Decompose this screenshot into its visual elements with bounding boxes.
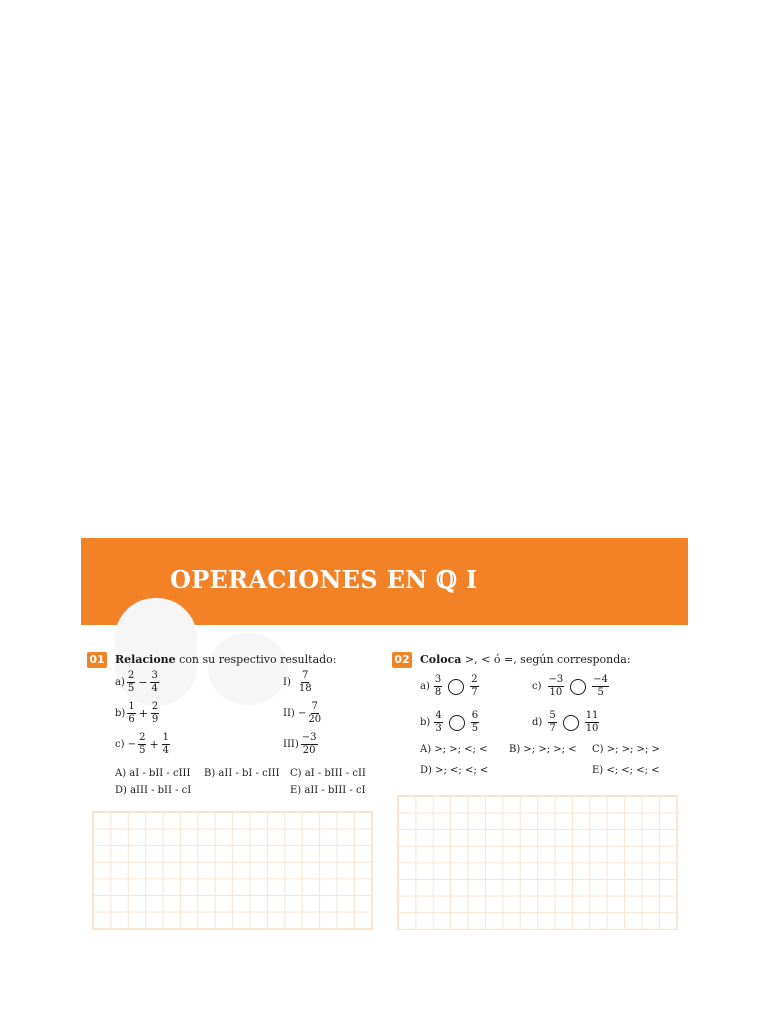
fraction: $\frac{2}{5}$ — [139, 732, 146, 756]
ex2-item-d — [532, 711, 601, 734]
statement-bold: Coloca — [420, 653, 462, 666]
work-grid-02 — [397, 795, 678, 930]
statement-bold: Relacione — [115, 653, 176, 666]
ex1-option-c[interactable]: C) aI - bIII - cII — [290, 768, 366, 779]
work-grid-01 — [92, 811, 373, 930]
fraction: $\frac{-4}{5}$ — [593, 674, 609, 698]
fraction: $\frac{3}{8}$ — [434, 674, 442, 698]
fraction: $\frac{2}{5}$ — [127, 670, 135, 694]
answer-circle[interactable] — [449, 715, 465, 731]
ex1-option-d[interactable]: D) aIII - bII - cI — [115, 785, 192, 796]
ex1-item-a — [115, 671, 161, 694]
fraction: $\frac{1}{4}$ — [162, 732, 170, 756]
ex2-option-d[interactable]: D) >; <; <; < — [420, 765, 489, 776]
exercise-01-statement — [115, 653, 337, 666]
answer-circle[interactable] — [570, 679, 586, 695]
ex1-option-a[interactable]: A) aI - bII - cIII — [115, 768, 191, 779]
ex2-option-b[interactable]: B) >; >; >; < — [509, 744, 577, 755]
fraction: $\frac{2}{7}$ — [471, 674, 478, 698]
fraction: $\frac{6}{5}$ — [471, 710, 479, 734]
fraction: $\frac{-3}{20}$ — [301, 732, 317, 756]
result-label: I) — [283, 677, 291, 688]
ex1-result-II — [283, 702, 323, 725]
ex2-option-e[interactable]: E) <; <; <; < — [592, 765, 660, 776]
item-label: a) — [420, 681, 430, 692]
ex2-option-c[interactable]: C) >; >; >; > — [592, 744, 660, 755]
fraction: $\frac{3}{4}$ — [151, 670, 158, 694]
fraction: $\frac{7}{18}$ — [298, 670, 312, 694]
statement-text: con su respectivo resultado: — [175, 653, 337, 666]
decorative-shape — [208, 633, 288, 705]
result-label: II) − — [283, 708, 307, 719]
ex1-item-c — [115, 733, 172, 756]
ex2-item-b — [420, 711, 481, 734]
answer-circle[interactable] — [563, 715, 579, 731]
fraction: $\frac{1}{6}$ — [128, 701, 135, 725]
ex1-item-b — [115, 702, 161, 725]
ex2-option-a[interactable]: A) >; >; <; < — [420, 744, 488, 755]
ex2-item-a — [420, 675, 481, 698]
ex2-item-c — [532, 675, 611, 698]
operator: + — [149, 738, 159, 751]
statement-text: >, < ó =, según corresponda: — [461, 653, 631, 666]
exercise-02-statement — [420, 653, 631, 666]
item-label: b) — [115, 708, 126, 719]
fraction: $\frac{7}{20}$ — [308, 701, 322, 725]
fraction: $\frac{4}{3}$ — [435, 710, 442, 734]
operator: − — [138, 676, 148, 689]
result-label: III) — [283, 739, 299, 750]
answer-circle[interactable] — [448, 679, 464, 695]
fraction: $\frac{5}{7}$ — [549, 710, 556, 734]
item-label: a) — [115, 677, 125, 688]
ex1-option-b[interactable]: B) aII - bI - cIII — [204, 768, 280, 779]
fraction: $\frac{2}{9}$ — [151, 701, 159, 725]
item-label: b) — [420, 717, 431, 728]
ex1-result-III — [283, 733, 320, 756]
item-label: c) − — [115, 739, 137, 750]
item-label: d) — [532, 717, 543, 728]
exercise-number-01: 01 — [87, 652, 107, 668]
ex1-option-e[interactable]: E) aII - bIII - cI — [290, 785, 366, 796]
fraction: $\frac{11}{10}$ — [585, 710, 599, 734]
fraction: $\frac{-3}{10}$ — [548, 674, 564, 698]
item-label: c) — [532, 681, 542, 692]
ex1-result-I — [283, 671, 314, 694]
operator: + — [138, 707, 148, 720]
page-title: OPERACIONES EN ℚ I — [170, 565, 478, 594]
exercise-number-02: 02 — [392, 652, 412, 668]
